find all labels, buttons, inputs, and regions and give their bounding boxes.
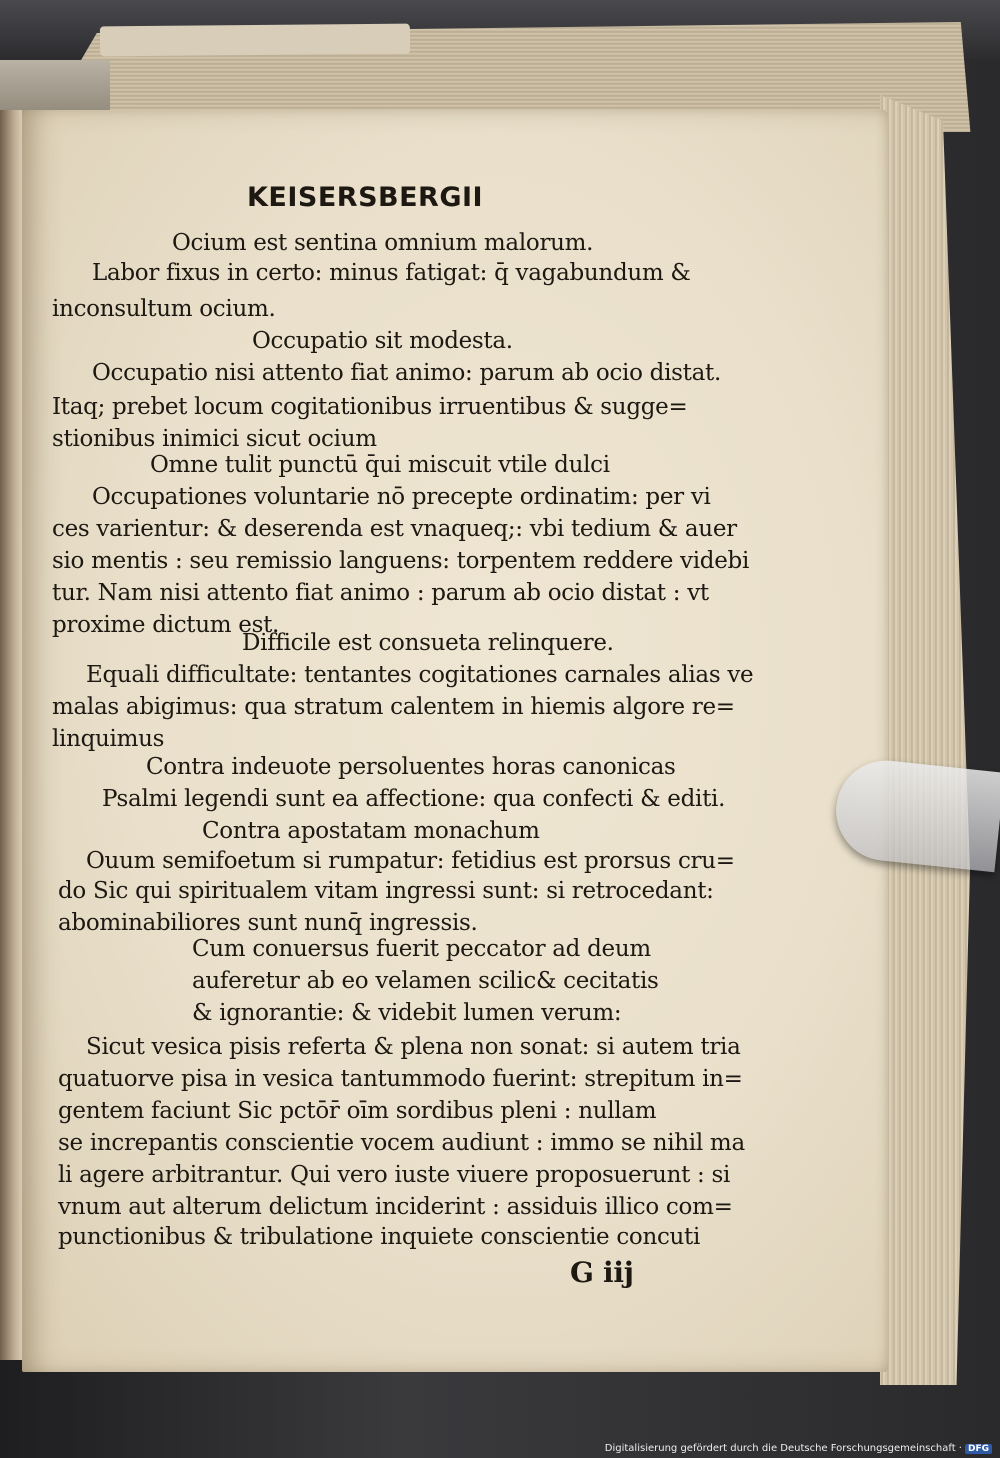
text-line: & ignorantie: & videbit lumen verum: xyxy=(192,1000,622,1026)
text-line: Occupationes voluntarie nō precepte ordinatim: per vi xyxy=(92,484,711,510)
facing-page-edge xyxy=(0,110,22,1360)
dfg-logo: DFG xyxy=(965,1444,992,1454)
text-line: quatuorve pisa in vesica tantummodo fuerint: strepitum in= xyxy=(58,1066,743,1092)
text-line: Occupatio nisi attento fiat animo: parum ab ocio distat. xyxy=(92,360,721,386)
text-line: li agere arbitrantur. Qui vero iuste viuere proposuerunt : si xyxy=(58,1162,731,1188)
text-line: Equali difficultate: tentantes cogitationes carnales alias ve xyxy=(86,662,754,688)
text-line: tur. Nam nisi attento fiat animo : parum ab ocio distat : vt xyxy=(52,580,709,606)
text-line: Contra indeuote persoluentes horas canonicas xyxy=(146,754,676,780)
text-line: inconsultum ocium. xyxy=(52,296,276,322)
text-line: abominabiliores sunt nunq̄ ingressis. xyxy=(58,910,478,936)
text-line: Labor fixus in certo: minus fatigat: q̄ vagabundum & xyxy=(92,260,691,286)
text-line: Sicut vesica pisis referta & plena non sonat: si autem tria xyxy=(86,1034,741,1060)
book-page xyxy=(22,110,888,1372)
text-line: malas abigimus: qua stratum calentem in hiemis algore re= xyxy=(52,694,735,720)
text-line: Difficile est consueta relinquere. xyxy=(242,630,614,656)
text-line: Contra apostatam monachum xyxy=(202,818,540,844)
text-line: auferetur ab eo velamen scilic& cecitatis xyxy=(192,968,659,994)
text-line: Cum conuersus fuerit peccator ad deum xyxy=(192,936,651,962)
text-line: proxime dictum est. xyxy=(52,612,280,638)
text-line: Omne tulit punctū q̄ui miscuit vtile dulci xyxy=(150,452,610,478)
text-line: vnum aut alterum delictum inciderint : assiduis illico com= xyxy=(58,1194,733,1220)
digitization-credit xyxy=(605,1443,992,1454)
text-line: Occupatio sit modesta. xyxy=(252,328,513,354)
text-line: Psalmi legendi sunt ea affectione: qua confecti & editi. xyxy=(102,786,726,812)
running-head: KEISERSBERGII xyxy=(247,182,484,213)
text-line: punctionibus & tribulatione inquiete conscientie concuti xyxy=(58,1224,701,1250)
text-line: do Sic qui spiritualem vitam ingressi sunt: si retrocedant: xyxy=(58,878,714,904)
text-line: Ouum semifoetum si rumpatur: fetidius est prorsus cru= xyxy=(86,848,735,874)
credit-text: Digitalisierung gefördert durch die Deutsche Forschungsgemeinschaft · xyxy=(604,1443,962,1454)
text-line: stionibus inimici sicut ocium xyxy=(52,426,377,452)
text-line: se increpantis conscientie vocem audiunt : immo se nihil ma xyxy=(58,1130,745,1156)
text-line: Itaq; prebet locum cogitationibus irruentibus & sugge= xyxy=(52,394,688,420)
text-line: gentem faciunt Sic pctōr̄ oīm sordibus pleni : nullam xyxy=(58,1098,657,1124)
text-line: sio mentis : seu remissio languens: torpentem reddere videbi xyxy=(52,548,750,574)
book-headband xyxy=(100,24,410,57)
text-line: ces varientur: & deserenda est vnaqueq;: vbi tedium & auer xyxy=(52,516,737,542)
text-line: Ocium est sentina omnium malorum. xyxy=(172,230,594,256)
signature-mark: G iij xyxy=(570,1256,634,1289)
text-line: linquimus xyxy=(52,726,165,752)
